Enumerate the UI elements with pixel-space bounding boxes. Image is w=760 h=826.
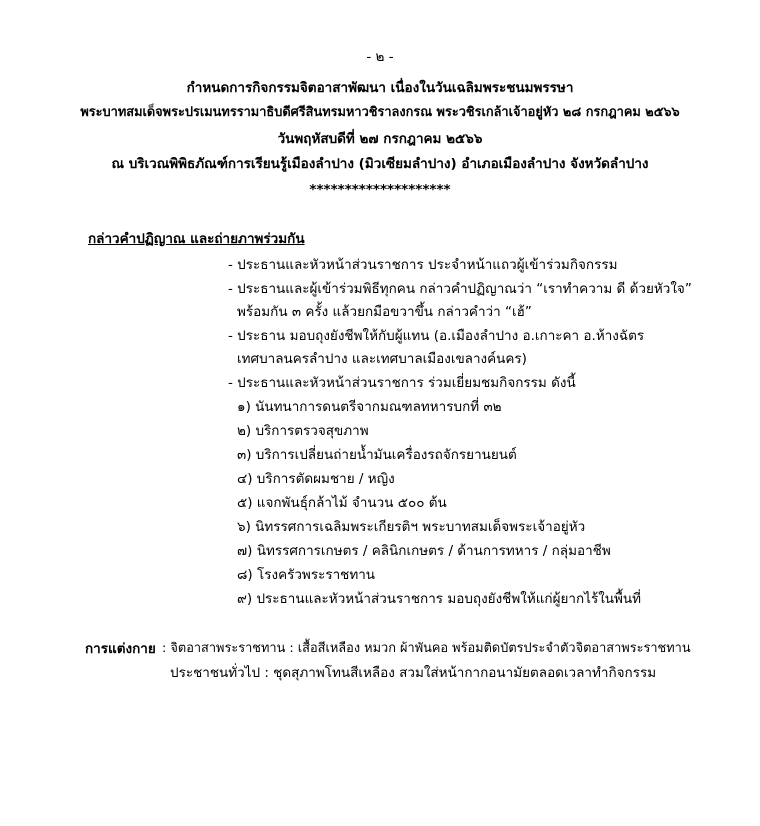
activity-item: ๗) นิทรรศการเกษตร / คลินิกเกษตร / ด้านการทหาร / กลุ่มอาชีพ [237,543,611,559]
activity-item: ๑) นันทนาการดนตรีจากมณฑลทหารบกที่ ๓๒ [237,399,502,415]
activity-item: ๖) นิทรรศการเฉลิมพระเกียรติฯ พระบาทสมเด็จพระเจ้าอยู่หัว [237,519,586,535]
activity-item: ๓) บริการเปลี่ยนถ่ายน้ำมันเครื่องรถจักรยานยนต์ [237,447,517,463]
dress-code-label: การแต่งกาย [85,641,156,657]
page-number: - ๒ - [366,49,394,65]
header-royal-name: พระบาทสมเด็จพระปรเมนทรรามาธิบดีศรีสินทรมหาวชิราลงกรณ พระวชิรเกล้าเจ้าอยู่หัว ๒๘ กรกฎาคม ๒๕๖๖ [80,105,680,120]
dress-code-public: ประชาชนทั่วไป : ชุดสุภาพโทนสีเหลือง สวมใส่หน้ากากอนามัยตลอดเวลาทำกิจกรรม [170,665,657,681]
list-item: - ประธาน มอบถุงยังชีพให้กับผู้แทน (อ.เมืองลำปาง อ.เกาะคา อ.ห้างฉัตร [228,328,645,344]
list-item: - ประธานและผู้เข้าร่วมพิธีทุกคน กล่าวคำปฏิญาณว่า “เราทำความ ดี ด้วยหัวใจ” [228,281,692,297]
list-item: - ประธานและหัวหน้าส่วนราชการ ประจำหน้าแถวผู้เข้าร่วมกิจกรรม [228,257,618,273]
activity-item: ๒) บริการตรวจสุขภาพ [237,423,369,439]
list-item-continuation: เทศบาลนครลำปาง และเทศบาลเมืองเขลางค์นคร) [237,351,527,367]
dress-code-volunteer: : จิตอาสาพระราชทาน : เสื้อสีเหลือง หมวก ผ้าพันคอ พร้อมติดบัตรประจำตัวจิตอาสาพระราชทาน [162,641,691,656]
activity-item: ๕) แจกพันธุ์กล้าไม้ จำนวน ๕๐๐ ต้น [237,495,447,511]
header-date: วันพฤหัสบดีที่ ๒๗ กรกฎาคม ๒๕๖๖ [277,131,483,147]
activity-item: ๙) ประธานและหัวหน้าส่วนราชการ มอบถุงยังชีพให้แก่ผู้ยากไร้ในพื้นที่ [237,591,642,607]
activity-item: ๘) โรงครัวพระราชทาน [237,567,376,583]
list-item-continuation: พร้อมกัน ๓ ครั้ง แล้วยกมือขวาขึ้น กล่าวคำว่า “เฮ้” [237,304,532,320]
section-title: กล่าวคำปฏิญาณ และถ่ายภาพร่วมกัน [88,231,305,247]
header-title: กำหนดการกิจกรรมจิตอาสาพัฒนา เนื่องในวันเฉลิมพระชนมพรรษา [186,80,574,96]
header-location: ณ บริเวณพิพิธภัณฑ์การเรียนรู้เมืองลำปาง (มิวเซียมลำปาง) อำเภอเมืองลำปาง จังหวัดลำปาง [111,156,649,172]
list-item: - ประธานและหัวหน้าส่วนราชการ ร่วมเยี่ยมชมกิจกรรม ดังนี้ [228,375,576,391]
activity-item: ๔) บริการตัดผมชาย / หญิง [237,471,395,487]
header-separator: ******************** [309,182,451,198]
